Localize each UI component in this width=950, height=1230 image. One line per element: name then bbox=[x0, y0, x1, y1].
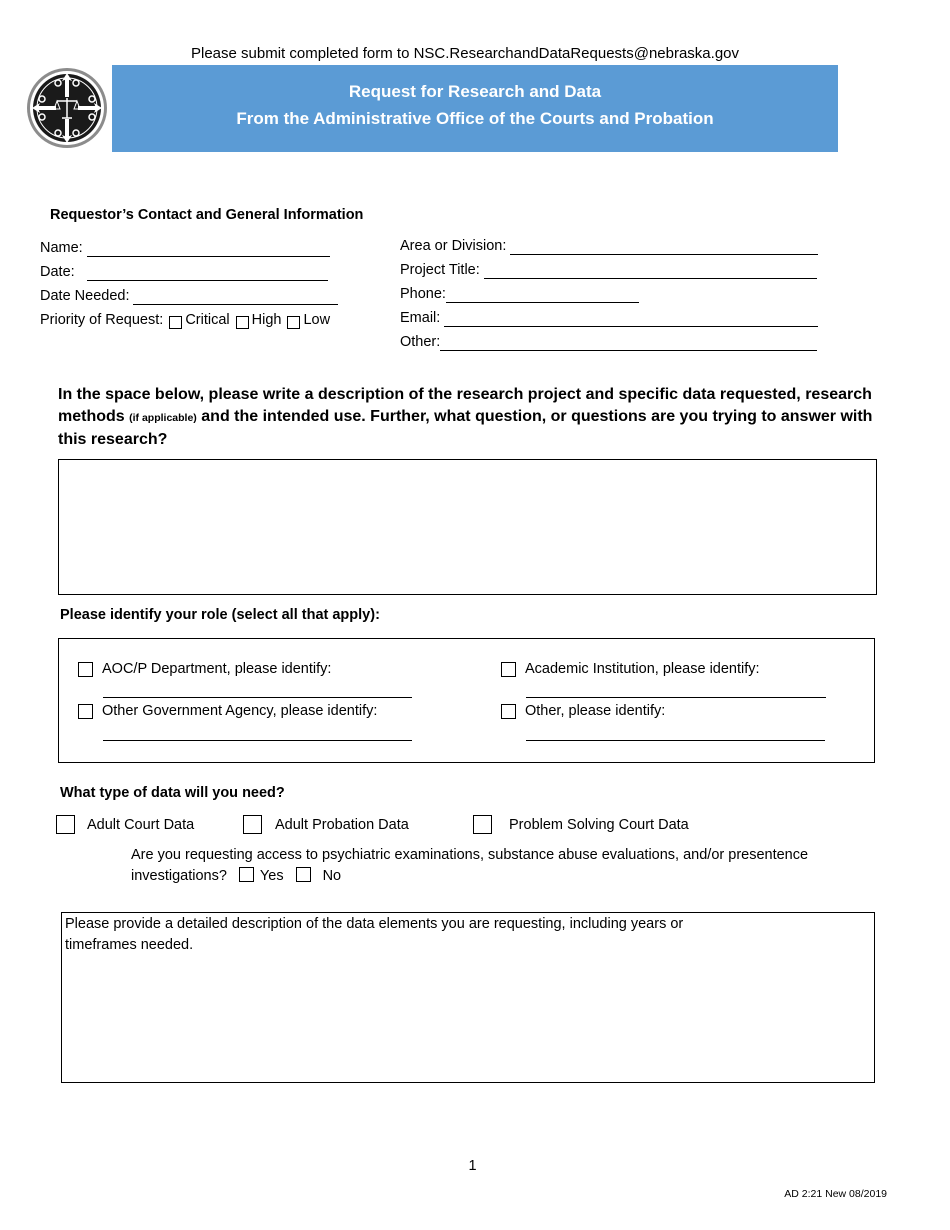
role-academic-option bbox=[501, 661, 760, 677]
role-aocp-label: AOC/P Department, please identify: bbox=[102, 661, 332, 677]
priority-label: Priority of Request: bbox=[40, 312, 164, 328]
adult-court-data-label: Adult Court Data bbox=[87, 816, 195, 833]
page-number: 1 bbox=[468, 1158, 477, 1174]
prompt-part1: In the space below, please write a description of the research project and specific data requested, research methods bbox=[58, 386, 872, 425]
sensitive-records-question bbox=[131, 845, 871, 887]
date-needed-label: Date Needed: bbox=[40, 288, 130, 304]
name-input[interactable] bbox=[87, 243, 330, 257]
research-description-box[interactable] bbox=[58, 459, 877, 595]
priority-critical-label: Critical bbox=[185, 312, 230, 328]
priority-critical-checkbox[interactable] bbox=[169, 316, 182, 329]
area-division-input[interactable] bbox=[510, 241, 818, 255]
date-input[interactable] bbox=[87, 267, 328, 281]
form-subtitle: From the Administrative Office of the Courts and Probation bbox=[236, 108, 714, 128]
priority-high-label: High bbox=[251, 312, 282, 328]
form-code: AD 2:21 New 08/2019 bbox=[784, 1188, 887, 1200]
court-seal-graphic bbox=[26, 67, 108, 149]
problem-solving-court-data-label: Problem Solving Court Data bbox=[509, 816, 689, 833]
data-type-problem-solving-option bbox=[473, 815, 689, 834]
priority-high-checkbox[interactable] bbox=[236, 316, 249, 329]
role-government-label: Other Government Agency, please identify: bbox=[102, 703, 378, 719]
court-seal-icon bbox=[26, 67, 108, 149]
data-type-adult-court-option bbox=[56, 815, 194, 834]
email-field bbox=[400, 309, 818, 327]
priority-field bbox=[40, 311, 330, 329]
sensitive-records-question-text: Are you requesting access to psychiatric examinations, substance abuse evaluations, and/or presentence investigations? bbox=[131, 847, 809, 884]
form-title: Request for Research and Data bbox=[348, 81, 602, 101]
role-other-option bbox=[501, 703, 665, 719]
role-other-label: Other, please identify: bbox=[525, 703, 666, 719]
other-field bbox=[400, 333, 817, 351]
submit-instructions: Please submit completed form to NSC.ResearchandDataRequests@nebraska.gov bbox=[191, 45, 739, 62]
contact-section-heading: Requestor’s Contact and General Information bbox=[50, 207, 364, 223]
prompt-if-applicable: (if applicable) bbox=[129, 412, 197, 424]
phone-label: Phone: bbox=[400, 286, 446, 302]
role-other-input[interactable] bbox=[526, 740, 825, 741]
data-elements-prompt: Please provide a detailed description of the data elements you are requesting, including years or timeframes needed. bbox=[65, 916, 684, 953]
role-academic-label: Academic Institution, please identify: bbox=[525, 661, 760, 677]
adult-court-data-checkbox[interactable] bbox=[56, 815, 75, 834]
role-aocp-input[interactable] bbox=[103, 697, 412, 698]
other-input[interactable] bbox=[440, 337, 817, 351]
name-label: Name: bbox=[40, 240, 83, 256]
phone-field bbox=[400, 285, 639, 303]
area-division-label: Area or Division: bbox=[400, 238, 507, 254]
role-aocp-option bbox=[78, 661, 331, 677]
date-needed-field bbox=[40, 287, 338, 305]
email-label: Email: bbox=[400, 310, 441, 326]
priority-low-checkbox[interactable] bbox=[287, 316, 300, 329]
title-banner bbox=[112, 65, 838, 152]
role-other-checkbox[interactable] bbox=[501, 704, 516, 719]
role-government-checkbox[interactable] bbox=[78, 704, 93, 719]
phone-input[interactable] bbox=[446, 289, 639, 303]
role-section-heading: Please identify your role (select all that apply): bbox=[60, 607, 380, 623]
adult-probation-data-checkbox[interactable] bbox=[243, 815, 262, 834]
role-academic-checkbox[interactable] bbox=[501, 662, 516, 677]
name-field bbox=[40, 239, 330, 257]
role-box bbox=[58, 638, 875, 763]
sensitive-records-no-checkbox[interactable] bbox=[296, 867, 311, 882]
area-division-field bbox=[400, 237, 818, 255]
sensitive-records-no-label: No bbox=[322, 868, 342, 884]
prompt-part2: and the intended use. Further, what question, or questions are you trying to answer with this research? bbox=[58, 408, 873, 448]
role-government-option bbox=[78, 703, 377, 719]
sensitive-records-yes-checkbox[interactable] bbox=[239, 867, 254, 882]
problem-solving-court-data-checkbox[interactable] bbox=[473, 815, 492, 834]
project-title-input[interactable] bbox=[484, 265, 817, 279]
date-label: Date: bbox=[40, 264, 75, 280]
data-type-heading: What type of data will you need? bbox=[60, 785, 285, 801]
date-needed-input[interactable] bbox=[133, 291, 338, 305]
other-label: Other: bbox=[400, 334, 441, 350]
email-input[interactable] bbox=[444, 313, 818, 327]
project-title-field bbox=[400, 261, 817, 279]
role-aocp-checkbox[interactable] bbox=[78, 662, 93, 677]
priority-low-label: Low bbox=[303, 312, 331, 328]
role-academic-input[interactable] bbox=[526, 697, 826, 698]
role-government-input[interactable] bbox=[103, 740, 412, 741]
date-field bbox=[40, 263, 328, 281]
data-type-adult-probation-option bbox=[243, 815, 409, 834]
sensitive-records-yes-label: Yes bbox=[259, 868, 284, 884]
research-description-prompt bbox=[58, 384, 888, 451]
adult-probation-data-label: Adult Probation Data bbox=[275, 816, 409, 833]
project-title-label: Project Title: bbox=[400, 262, 480, 278]
